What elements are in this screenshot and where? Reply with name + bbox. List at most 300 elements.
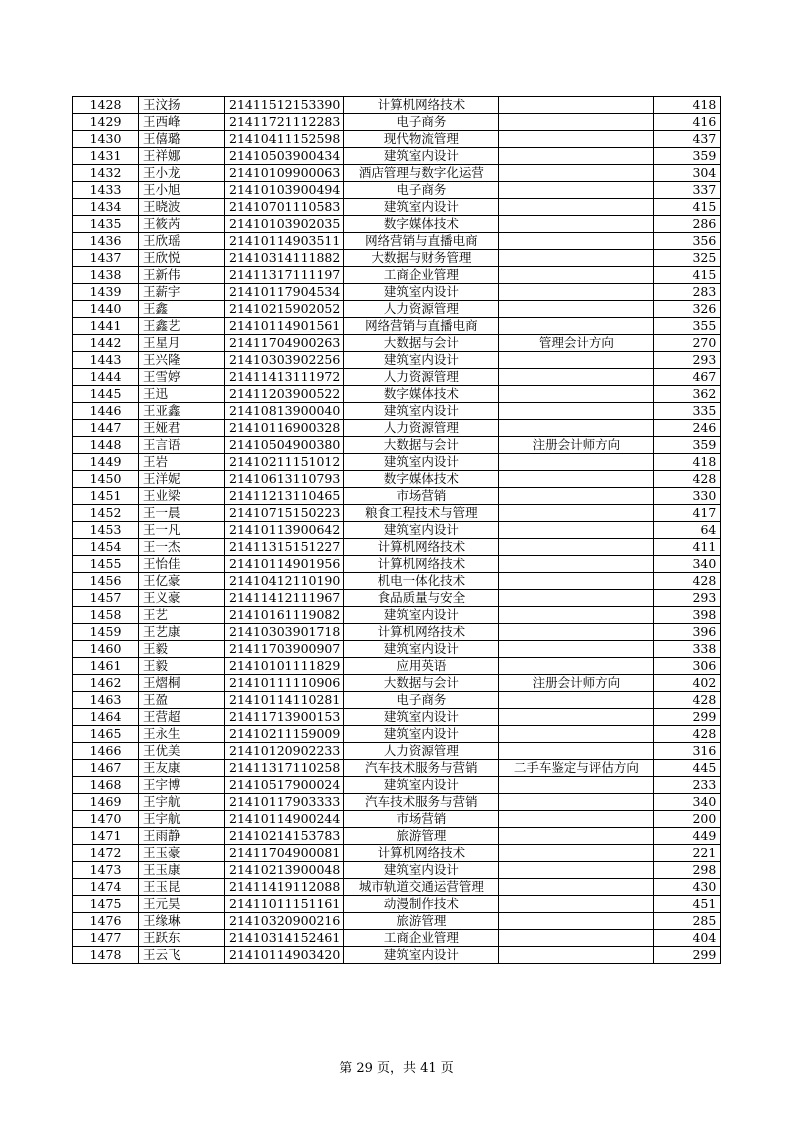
student-name-cell: 王熠桐 [139,675,225,692]
score-cell: 356 [654,233,721,250]
score-cell: 64 [654,522,721,539]
table-row [73,386,721,403]
row-number-cell: 1445 [73,386,139,403]
major-cell: 电子商务 [344,114,499,131]
score-cell: 428 [654,573,721,590]
major-cell: 建筑室内设计 [344,454,499,471]
table-row [73,862,721,879]
score-cell: 428 [654,726,721,743]
student-name-cell: 王优美 [139,743,225,760]
major-direction-cell [499,777,654,794]
student-name-cell: 王新伟 [139,267,225,284]
table-row [73,896,721,913]
major-direction-cell [499,794,654,811]
table-row [73,590,721,607]
table-row [73,233,721,250]
row-number-cell: 1451 [73,488,139,505]
row-number-cell: 1452 [73,505,139,522]
table-row [73,760,721,777]
major-direction-cell [499,284,654,301]
score-cell: 416 [654,114,721,131]
table-row [73,777,721,794]
table-row [73,794,721,811]
table-row [73,114,721,131]
major-cell: 工商企业管理 [344,930,499,947]
table-row [73,437,721,454]
score-cell: 398 [654,607,721,624]
major-cell: 大数据与财务管理 [344,250,499,267]
score-cell: 306 [654,658,721,675]
row-number-cell: 1475 [73,896,139,913]
major-cell: 计算机网络技术 [344,556,499,573]
table-row [73,182,721,199]
major-cell: 食品质量与安全 [344,590,499,607]
table-row [73,352,721,369]
student-name-cell: 王欣悦 [139,250,225,267]
score-cell: 437 [654,131,721,148]
major-direction-cell [499,505,654,522]
candidate-id-cell: 21410504900380 [225,437,344,454]
score-cell: 270 [654,335,721,352]
major-direction-cell [499,182,654,199]
student-name-cell: 王毅 [139,658,225,675]
major-cell: 机电一体化技术 [344,573,499,590]
major-cell: 数字媒体技术 [344,386,499,403]
student-name-cell: 王僖璐 [139,131,225,148]
student-name-cell: 王宇航 [139,811,225,828]
major-direction-cell [499,862,654,879]
major-direction-cell [499,845,654,862]
major-direction-cell [499,250,654,267]
table-row [73,556,721,573]
candidate-id-cell: 21410701110583 [225,199,344,216]
major-direction-cell: 注册会计师方向 [499,437,654,454]
row-number-cell: 1471 [73,828,139,845]
major-direction-cell [499,573,654,590]
major-cell: 建筑室内设计 [344,199,499,216]
major-direction-cell [499,658,654,675]
row-number-cell: 1447 [73,420,139,437]
major-cell: 网络营销与直播电商 [344,233,499,250]
major-direction-cell [499,114,654,131]
row-number-cell: 1438 [73,267,139,284]
table-row [73,675,721,692]
major-cell: 汽车技术服务与营销 [344,760,499,777]
major-direction-cell [499,828,654,845]
row-number-cell: 1457 [73,590,139,607]
row-number-cell: 1459 [73,624,139,641]
major-direction-cell [499,488,654,505]
table-row [73,369,721,386]
table-row [73,488,721,505]
student-name-cell: 王汶扬 [139,97,225,114]
score-cell: 338 [654,641,721,658]
row-number-cell: 1442 [73,335,139,352]
major-direction-cell [499,454,654,471]
row-number-cell: 1466 [73,743,139,760]
candidate-id-cell: 21410211159009 [225,726,344,743]
candidate-id-cell: 21410303901718 [225,624,344,641]
major-direction-cell [499,590,654,607]
table-row [73,726,721,743]
score-cell: 396 [654,624,721,641]
row-number-cell: 1468 [73,777,139,794]
major-direction-cell [499,216,654,233]
major-cell: 电子商务 [344,692,499,709]
table-row [73,930,721,947]
row-number-cell: 1461 [73,658,139,675]
score-cell: 246 [654,420,721,437]
major-direction-cell [499,420,654,437]
student-name-cell: 王跃东 [139,930,225,947]
student-name-cell: 王元昊 [139,896,225,913]
row-number-cell: 1469 [73,794,139,811]
major-direction-cell [499,556,654,573]
score-cell: 299 [654,947,721,964]
row-number-cell: 1453 [73,522,139,539]
major-direction-cell [499,403,654,420]
student-name-cell: 王兴隆 [139,352,225,369]
score-cell: 451 [654,896,721,913]
score-cell: 359 [654,148,721,165]
major-direction-cell: 注册会计师方向 [499,675,654,692]
row-number-cell: 1436 [73,233,139,250]
major-direction-cell [499,709,654,726]
major-cell: 人力资源管理 [344,420,499,437]
row-number-cell: 1443 [73,352,139,369]
candidate-id-cell: 21410314152461 [225,930,344,947]
student-name-cell: 王一杰 [139,539,225,556]
candidate-id-cell: 21410211151012 [225,454,344,471]
candidate-id-cell: 21410103900494 [225,182,344,199]
student-name-cell: 王云飞 [139,947,225,964]
score-cell: 404 [654,930,721,947]
student-name-cell: 王亚鑫 [139,403,225,420]
candidate-id-cell: 21411704900081 [225,845,344,862]
major-cell: 市场营销 [344,488,499,505]
student-name-cell: 王娅君 [139,420,225,437]
row-number-cell: 1463 [73,692,139,709]
row-number-cell: 1433 [73,182,139,199]
major-direction-cell [499,369,654,386]
student-name-cell: 王迅 [139,386,225,403]
score-cell: 221 [654,845,721,862]
score-cell: 304 [654,165,721,182]
table-row [73,624,721,641]
row-number-cell: 1464 [73,709,139,726]
major-direction-cell [499,165,654,182]
candidate-id-cell: 21411011151161 [225,896,344,913]
row-number-cell: 1449 [73,454,139,471]
table-row [73,709,721,726]
score-cell: 285 [654,913,721,930]
major-direction-cell [499,352,654,369]
score-cell: 449 [654,828,721,845]
student-name-cell: 王晓波 [139,199,225,216]
score-cell: 402 [654,675,721,692]
candidate-id-cell: 21410114903511 [225,233,344,250]
student-name-cell: 王西峰 [139,114,225,131]
candidate-id-cell: 21410715150223 [225,505,344,522]
table-row [73,913,721,930]
row-number-cell: 1450 [73,471,139,488]
score-cell: 337 [654,182,721,199]
major-cell: 建筑室内设计 [344,709,499,726]
major-cell: 现代物流管理 [344,131,499,148]
major-cell: 动漫制作技术 [344,896,499,913]
row-number-cell: 1455 [73,556,139,573]
row-number-cell: 1437 [73,250,139,267]
row-number-cell: 1456 [73,573,139,590]
candidate-id-cell: 21410813900040 [225,403,344,420]
candidate-id-cell: 21410613110793 [225,471,344,488]
table-row [73,199,721,216]
score-cell: 445 [654,760,721,777]
candidate-id-cell: 21410116900328 [225,420,344,437]
major-cell: 汽车技术服务与营销 [344,794,499,811]
candidate-id-cell: 21410117904534 [225,284,344,301]
student-name-cell: 王毅 [139,641,225,658]
student-name-cell: 王筱芮 [139,216,225,233]
major-cell: 建筑室内设计 [344,352,499,369]
major-cell: 建筑室内设计 [344,726,499,743]
row-number-cell: 1470 [73,811,139,828]
table-row [73,284,721,301]
student-name-cell: 王星月 [139,335,225,352]
row-number-cell: 1458 [73,607,139,624]
candidate-id-cell: 21410303902256 [225,352,344,369]
major-cell: 数字媒体技术 [344,471,499,488]
major-direction-cell [499,97,654,114]
major-direction-cell [499,386,654,403]
major-direction-cell [499,811,654,828]
major-cell: 人力资源管理 [344,743,499,760]
row-number-cell: 1467 [73,760,139,777]
candidate-id-cell: 21410120902233 [225,743,344,760]
major-direction-cell [499,913,654,930]
major-cell: 人力资源管理 [344,369,499,386]
candidate-id-cell: 21410503900434 [225,148,344,165]
table-row [73,216,721,233]
student-name-cell: 王玉昆 [139,879,225,896]
student-name-cell: 王欣瑶 [139,233,225,250]
row-number-cell: 1474 [73,879,139,896]
score-cell: 233 [654,777,721,794]
score-cell: 430 [654,879,721,896]
row-number-cell: 1428 [73,97,139,114]
table-row [73,301,721,318]
candidate-id-cell: 21410113900642 [225,522,344,539]
score-cell: 200 [654,811,721,828]
student-name-cell: 王亿豪 [139,573,225,590]
student-name-cell: 王义豪 [139,590,225,607]
major-cell: 大数据与会计 [344,335,499,352]
table-row [73,828,721,845]
student-name-cell: 王鑫 [139,301,225,318]
student-name-cell: 王鑫艺 [139,318,225,335]
student-name-cell: 王雨静 [139,828,225,845]
candidate-id-cell: 21410314111882 [225,250,344,267]
table-row [73,454,721,471]
table-row [73,505,721,522]
candidate-id-cell: 21410109900063 [225,165,344,182]
score-cell: 411 [654,539,721,556]
major-direction-cell [499,233,654,250]
table-row [73,335,721,352]
score-cell: 340 [654,556,721,573]
table-row [73,148,721,165]
major-direction-cell [499,947,654,964]
major-direction-cell [499,879,654,896]
student-name-cell: 王岩 [139,454,225,471]
student-name-cell: 王一晨 [139,505,225,522]
row-number-cell: 1430 [73,131,139,148]
major-direction-cell [499,148,654,165]
score-cell: 415 [654,267,721,284]
table-row [73,250,721,267]
table-row [73,318,721,335]
table-row [73,471,721,488]
score-cell: 326 [654,301,721,318]
major-direction-cell [499,624,654,641]
major-cell: 建筑室内设计 [344,947,499,964]
student-name-cell: 王薪宇 [139,284,225,301]
major-cell: 计算机网络技术 [344,624,499,641]
candidate-id-cell: 21411721112283 [225,114,344,131]
score-cell: 418 [654,97,721,114]
table-row [73,743,721,760]
row-number-cell: 1432 [73,165,139,182]
row-number-cell: 1429 [73,114,139,131]
score-cell: 298 [654,862,721,879]
major-cell: 计算机网络技术 [344,539,499,556]
score-cell: 316 [654,743,721,760]
student-name-cell: 王玉豪 [139,845,225,862]
candidate-id-cell: 21410114903420 [225,947,344,964]
student-name-cell: 王宇博 [139,777,225,794]
score-cell: 340 [654,794,721,811]
table-row [73,641,721,658]
major-cell: 建筑室内设计 [344,403,499,420]
table-row [73,947,721,964]
major-cell: 粮食工程技术与管理 [344,505,499,522]
candidate-id-cell: 21410114110281 [225,692,344,709]
major-cell: 酒店管理与数字化运营 [344,165,499,182]
major-direction-cell [499,930,654,947]
major-direction-cell [499,726,654,743]
student-name-cell: 王小旭 [139,182,225,199]
major-direction-cell [499,131,654,148]
table-row [73,420,721,437]
score-cell: 415 [654,199,721,216]
major-cell: 网络营销与直播电商 [344,318,499,335]
score-cell: 417 [654,505,721,522]
major-cell: 建筑室内设计 [344,777,499,794]
row-number-cell: 1431 [73,148,139,165]
row-number-cell: 1448 [73,437,139,454]
table-row [73,522,721,539]
row-number-cell: 1454 [73,539,139,556]
major-cell: 计算机网络技术 [344,845,499,862]
student-name-cell: 王祥娜 [139,148,225,165]
score-cell: 355 [654,318,721,335]
score-cell: 428 [654,692,721,709]
row-number-cell: 1439 [73,284,139,301]
major-direction-cell [499,896,654,913]
candidate-id-cell: 21411419112088 [225,879,344,896]
candidate-id-cell: 21410411152598 [225,131,344,148]
score-cell: 467 [654,369,721,386]
student-name-cell: 王宇航 [139,794,225,811]
score-cell: 359 [654,437,721,454]
major-cell: 电子商务 [344,182,499,199]
candidate-id-cell: 21410114901956 [225,556,344,573]
major-cell: 人力资源管理 [344,301,499,318]
row-number-cell: 1444 [73,369,139,386]
student-name-cell: 王玉康 [139,862,225,879]
candidate-id-cell: 21410114900244 [225,811,344,828]
candidate-id-cell: 21410103902035 [225,216,344,233]
major-direction-cell [499,692,654,709]
student-name-cell: 王雪婷 [139,369,225,386]
score-cell: 335 [654,403,721,420]
major-direction-cell [499,471,654,488]
row-number-cell: 1472 [73,845,139,862]
major-cell: 大数据与会计 [344,437,499,454]
major-direction-cell [499,301,654,318]
table-row [73,573,721,590]
score-cell: 293 [654,352,721,369]
major-cell: 建筑室内设计 [344,522,499,539]
row-number-cell: 1460 [73,641,139,658]
student-name-cell: 王业梁 [139,488,225,505]
major-cell: 建筑室内设计 [344,641,499,658]
table-row [73,845,721,862]
row-number-cell: 1434 [73,199,139,216]
table-row [73,97,721,114]
major-cell: 数字媒体技术 [344,216,499,233]
major-direction-cell [499,318,654,335]
student-name-cell: 王洋妮 [139,471,225,488]
major-direction-cell [499,267,654,284]
table-row [73,879,721,896]
table-row [73,403,721,420]
student-name-cell: 王言语 [139,437,225,454]
student-name-cell: 王一凡 [139,522,225,539]
student-name-cell: 王艺康 [139,624,225,641]
admission-list-table [72,96,721,964]
candidate-id-cell: 21410161119082 [225,607,344,624]
student-name-cell: 王怡佳 [139,556,225,573]
row-number-cell: 1476 [73,913,139,930]
candidate-id-cell: 21411713900153 [225,709,344,726]
candidate-id-cell: 21411512153390 [225,97,344,114]
major-direction-cell [499,641,654,658]
candidate-id-cell: 21411704900263 [225,335,344,352]
student-name-cell: 王营超 [139,709,225,726]
candidate-id-cell: 21411203900522 [225,386,344,403]
major-direction-cell [499,199,654,216]
major-cell: 城市轨道交通运营管理 [344,879,499,896]
page-footer: 第 29 页，共 41 页 [339,1061,454,1076]
major-cell: 市场营销 [344,811,499,828]
major-direction-cell [499,539,654,556]
major-cell: 建筑室内设计 [344,148,499,165]
candidate-id-cell: 21411317110258 [225,760,344,777]
major-direction-cell: 二手车鉴定与评估方向 [499,760,654,777]
major-direction-cell [499,522,654,539]
candidate-id-cell: 21410117903333 [225,794,344,811]
